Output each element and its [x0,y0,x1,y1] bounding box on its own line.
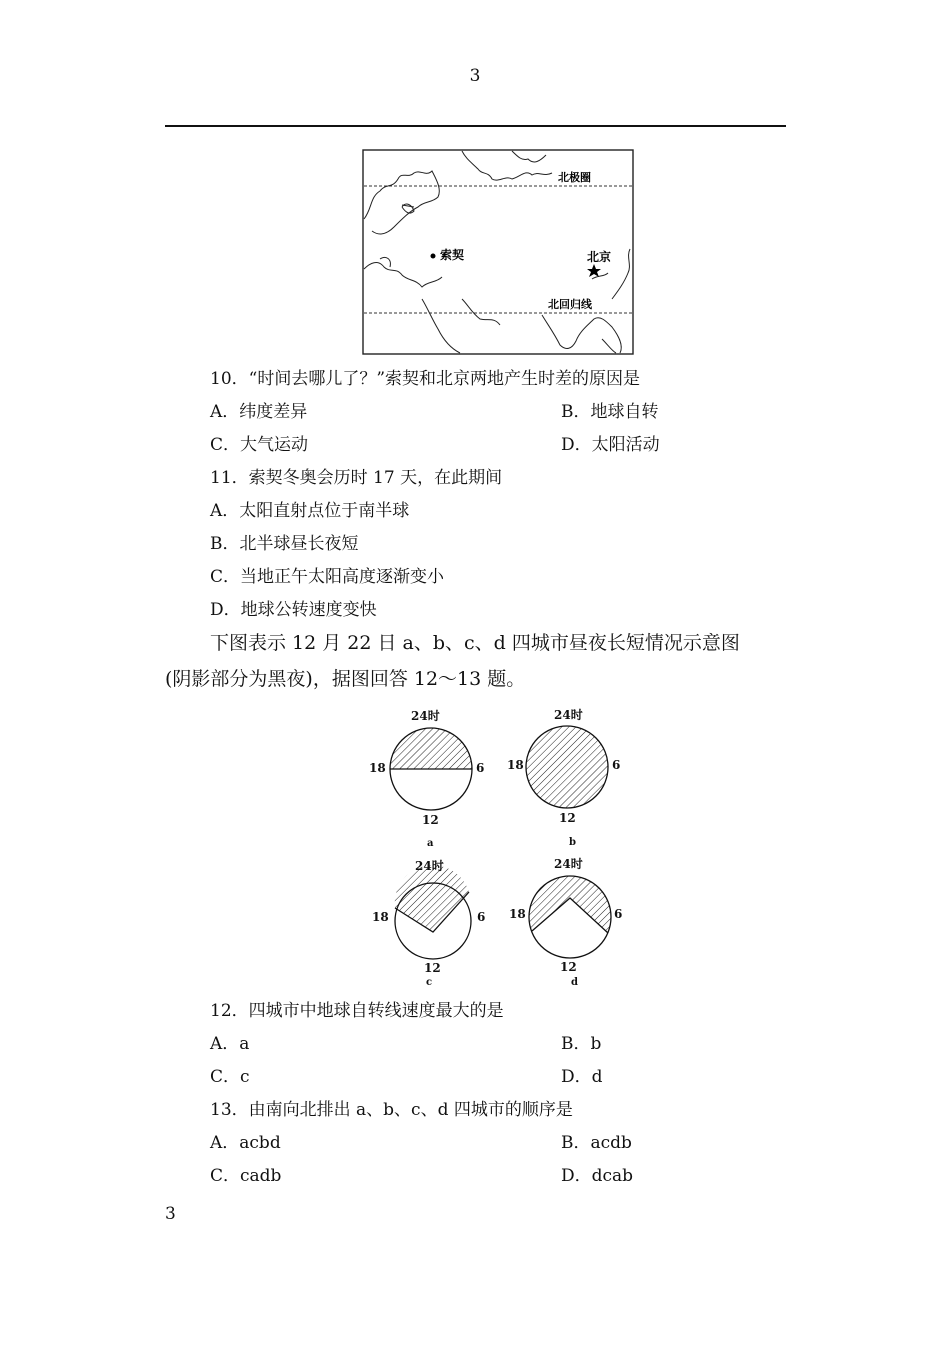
question-10-option-a: A．纬度差异 [210,402,308,422]
question-13-option-a: A．acbd [210,1133,281,1153]
sochi-point [431,254,436,259]
beijing-label: 北京 [587,250,612,264]
question-12-option-d: D．d [561,1067,603,1087]
question-10-option-d: D．太阳活动 [561,435,660,455]
label-24-c: 24时 [415,859,444,873]
sochi-label: 索契 [440,248,465,262]
clock-c [372,858,485,988]
question-12-option-b: B．b [561,1034,602,1054]
label-18-b: 18 [507,758,524,772]
label-12-c: 12 [424,961,441,975]
label-6-c: 6 [477,910,486,924]
intro-line-2: (阴影部分为黑夜)，据图回答 12～13 题。 [165,668,526,690]
label-12-a: 12 [422,813,439,827]
label-24-d: 24时 [554,857,583,871]
question-11-stem: 11．索契冬奥会历时 17 天，在此期间 [210,468,503,488]
page-number-top: 3 [469,66,481,86]
clock-b [507,707,620,848]
question-13-option-c: C．cadb [210,1166,282,1186]
label-12-d: 12 [560,960,577,974]
city-label-b: b [569,837,576,848]
label-18-d: 18 [509,907,526,921]
label-6-b: 6 [612,758,621,772]
question-12-stem: 12．四城市中地球自转线速度最大的是 [210,1001,504,1021]
city-label-c: c [426,977,433,988]
arctic-circle-label: 北极圈 [558,171,591,184]
label-6-d: 6 [614,907,623,921]
question-13-stem: 13．由南向北排出 a、b、c、d 四城市的顺序是 [210,1100,573,1120]
header-rule [165,125,786,127]
question-13-option-d: D．dcab [561,1166,634,1186]
night-shade-a [390,728,472,769]
question-11-option-c: C．当地正午太阳高度逐渐变小 [210,567,445,587]
question-10-stem: 10．“时间去哪儿了？”索契和北京两地产生时差的原因是 [210,369,641,389]
question-13-option-b: B．acdb [561,1133,632,1153]
day-night-diagram [355,700,635,992]
label-24-a: 24时 [411,709,440,723]
tropic-label: 北回归线 [548,298,592,311]
clock-d [509,856,622,988]
question-11-option-b: B．北半球昼长夜短 [210,534,359,554]
question-10-option-c: C．大气运动 [210,435,309,455]
night-shade-c [395,865,469,932]
label-6-a: 6 [476,761,485,775]
clock-circle-b [526,726,608,808]
intro-line-1: 下图表示 12 月 22 日 a、b、c、d 四城市昼夜长短情况示意图 [210,632,740,654]
question-10-option-b: B．地球自转 [561,402,659,422]
page-number-bottom: 3 [165,1204,176,1224]
label-18-a: 18 [369,761,386,775]
label-24-b: 24时 [554,708,583,722]
question-12-option-c: C．c [210,1067,250,1087]
question-11-option-a: A．太阳直射点位于南半球 [210,501,410,521]
world-map-figure [362,149,634,355]
clock-a [369,708,484,849]
city-label-a: a [427,838,434,849]
city-label-d: d [571,977,578,988]
label-18-c: 18 [372,910,389,924]
label-12-b: 12 [559,811,576,825]
question-11-option-d: D．地球公转速度变快 [210,600,377,620]
question-12-option-a: A．a [210,1034,250,1054]
